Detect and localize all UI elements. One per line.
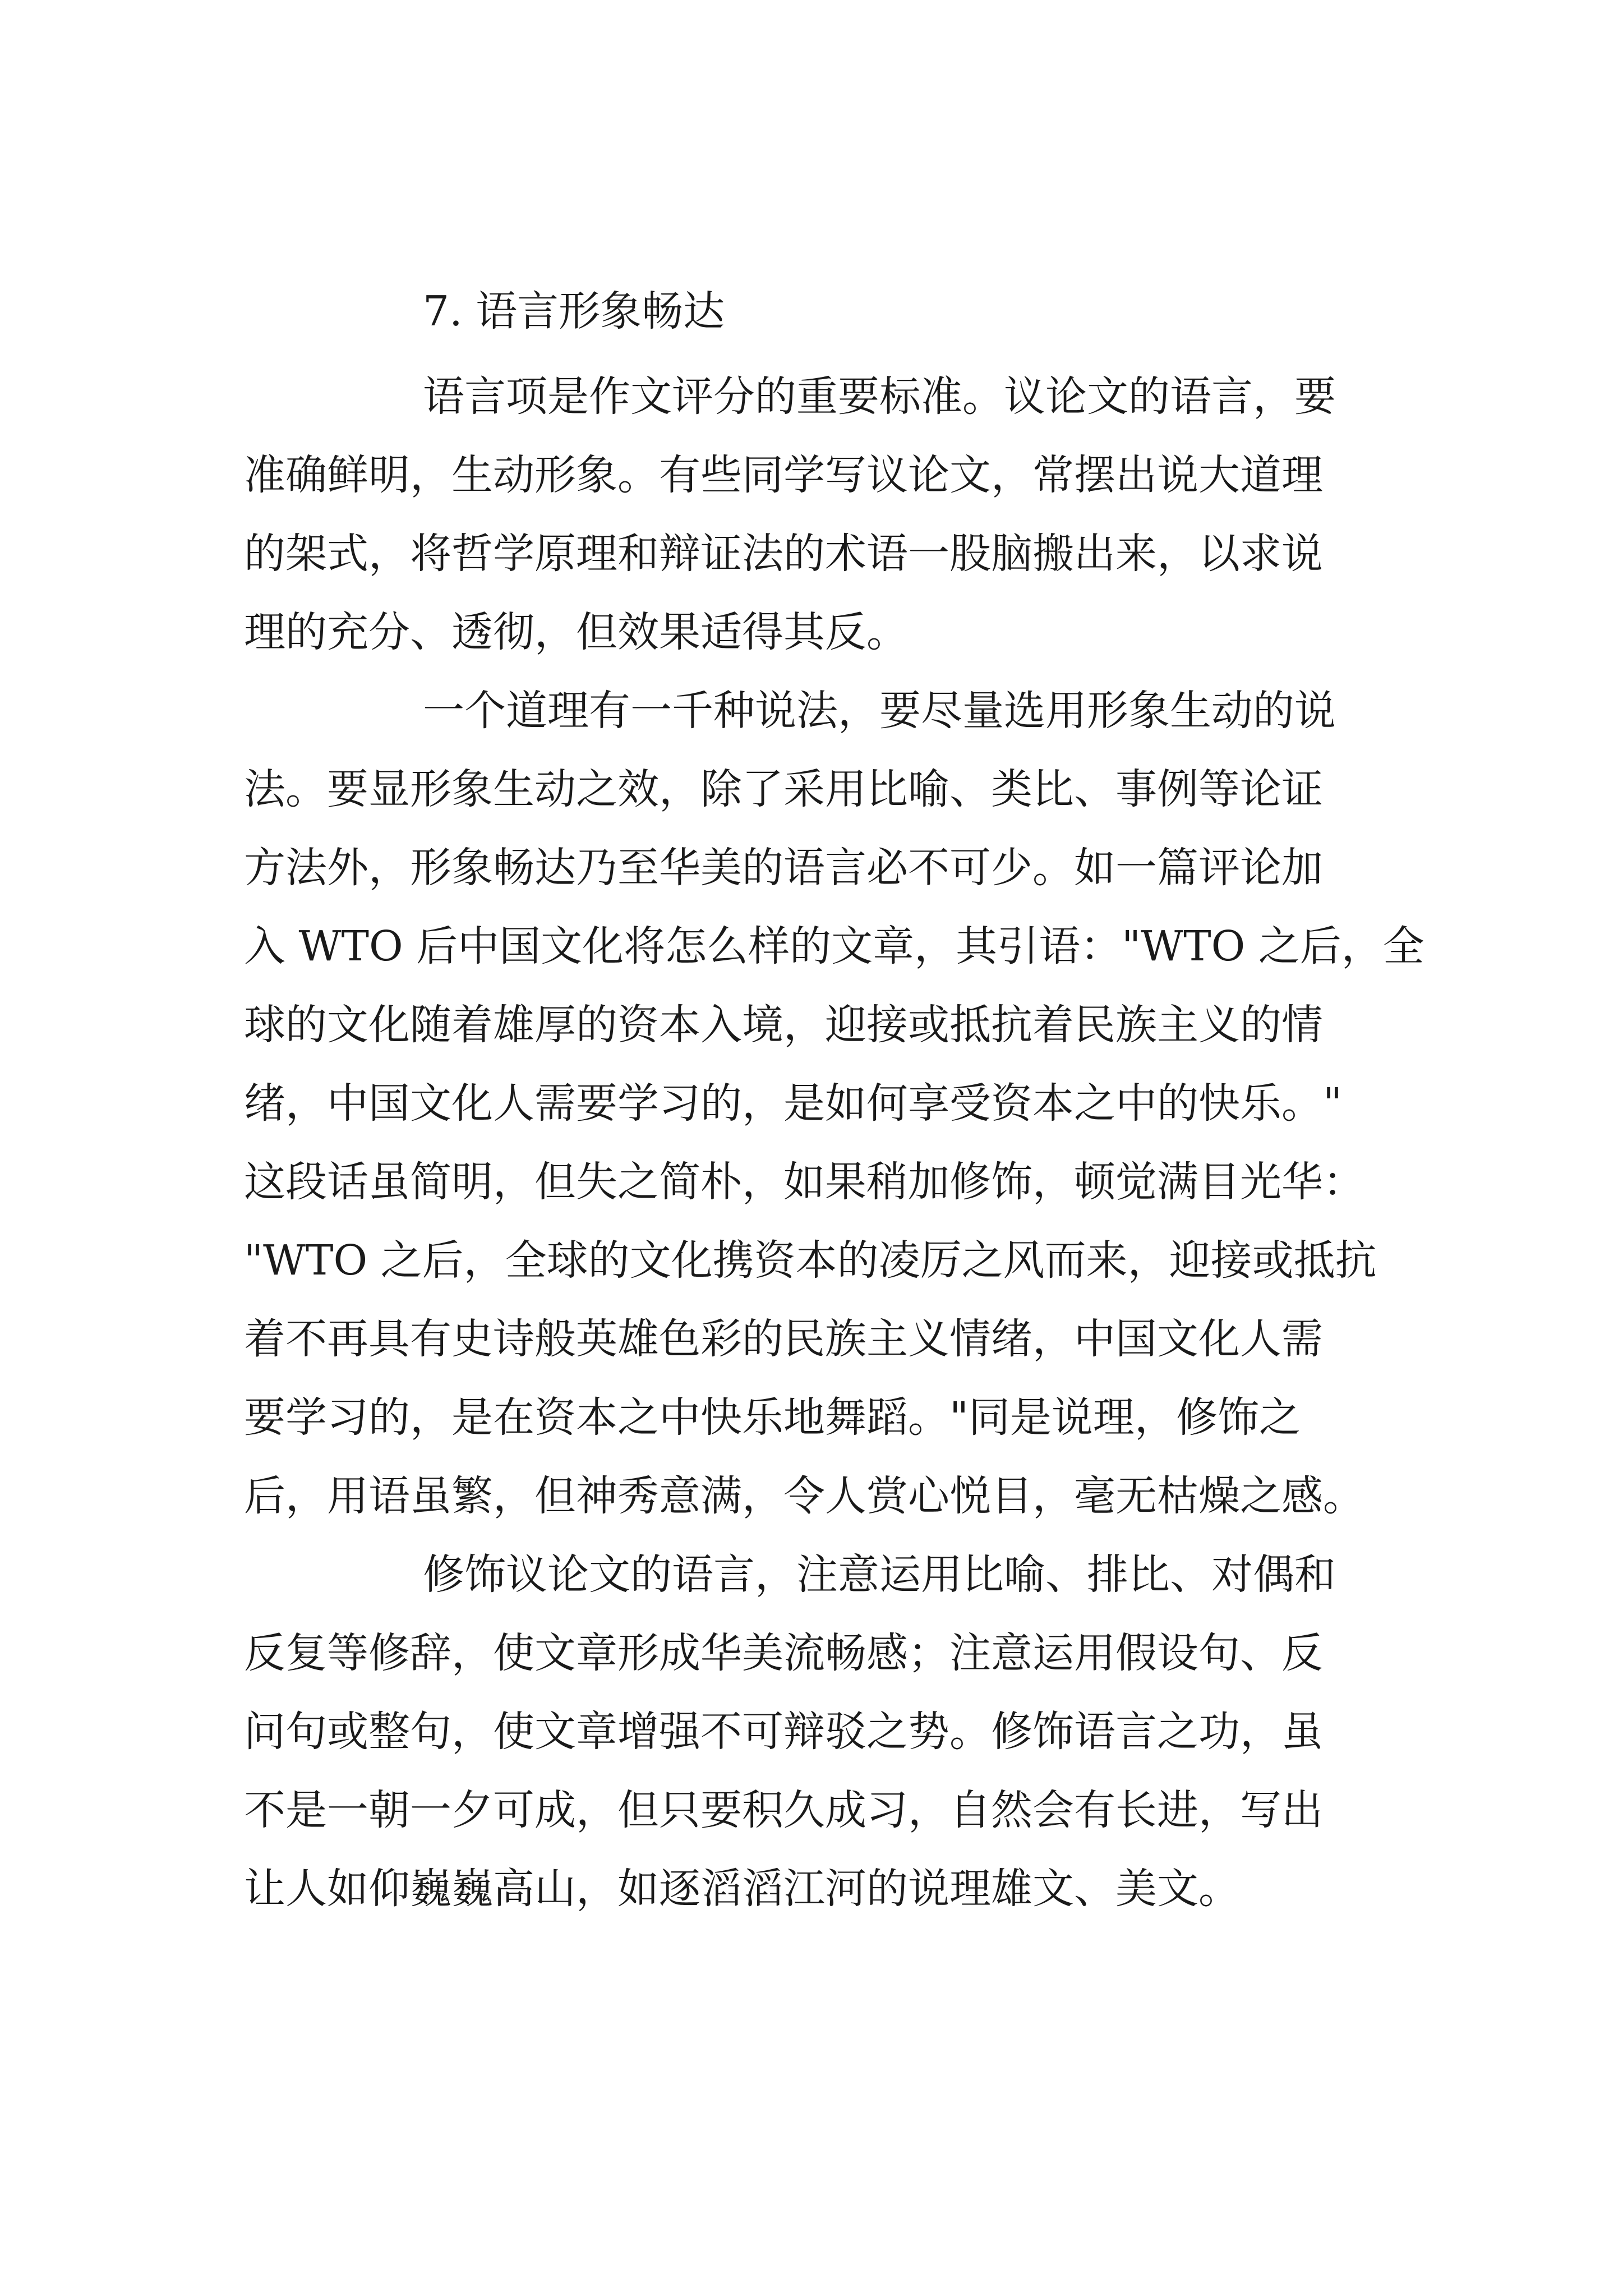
paragraph-line: 这段话虽简明，但失之简朴，如果稍加修饰，顿觉满目光华： bbox=[244, 1158, 1364, 1206]
paragraph-line: 修饰议论文的语言，注意运用比喻、排比、对偶和 bbox=[423, 1550, 1336, 1599]
paragraph-line: 一个道理有一千种说法，要尽量选用形象生动的说 bbox=[423, 687, 1336, 735]
paragraph-line: 理的充分、透彻，但效果适得其反。 bbox=[244, 608, 908, 656]
paragraph-line: 让人如仰巍巍高山，如逐滔滔江河的说理雄文、美文。 bbox=[244, 1865, 1240, 1913]
paragraph-line: 后，用语虽繁，但神秀意满，令人赏心悦目，毫无枯燥之感。 bbox=[244, 1472, 1364, 1520]
paragraph-line: 方法外，形象畅达乃至华美的语言必不可少。如一篇评论加 bbox=[244, 844, 1323, 892]
paragraph-line: 绪，中国文化人需要学习的，是如何享受资本之中的快乐。" bbox=[244, 1079, 1343, 1128]
paragraph-line: 反复等修辞，使文章形成华美流畅感；注意运用假设句、反 bbox=[244, 1629, 1323, 1677]
paragraph-line: 法。要显形象生动之效，除了采用比喻、类比、事例等论证 bbox=[244, 765, 1323, 813]
paragraph-line: 要学习的，是在资本之中快乐地舞蹈。"同是说理，修饰之 bbox=[244, 1393, 1301, 1442]
paragraph-line: 球的文化随着雄厚的资本入境，迎接或抵抗着民族主义的情 bbox=[244, 1001, 1323, 1049]
paragraph-line: 入 WTO 后中国文化将怎么样的文章，其引语："WTO 之后，全 bbox=[244, 922, 1424, 970]
section-heading: 7. 语言形象畅达 bbox=[423, 287, 725, 335]
paragraph-line: 不是一朝一夕可成，但只要积久成习，自然会有长进，写出 bbox=[244, 1786, 1323, 1834]
paragraph-line: 准确鲜明，生动形象。有些同学写议论文，常摆出说大道理 bbox=[244, 451, 1323, 499]
paragraph-line: 的架式，将哲学原理和辩证法的术语一股脑搬出来，以求说 bbox=[244, 530, 1323, 578]
paragraph-line: 着不再具有史诗般英雄色彩的民族主义情绪，中国文化人需 bbox=[244, 1315, 1323, 1363]
paragraph-line: 语言项是作文评分的重要标准。议论文的语言，要 bbox=[423, 372, 1336, 421]
paragraph-line: "WTO 之后，全球的文化携资本的凌厉之风而来，迎接或抵抗 bbox=[244, 1236, 1377, 1285]
paragraph-line: 问句或整句，使文章增强不可辩驳之势。修饰语言之功，虽 bbox=[244, 1708, 1323, 1756]
